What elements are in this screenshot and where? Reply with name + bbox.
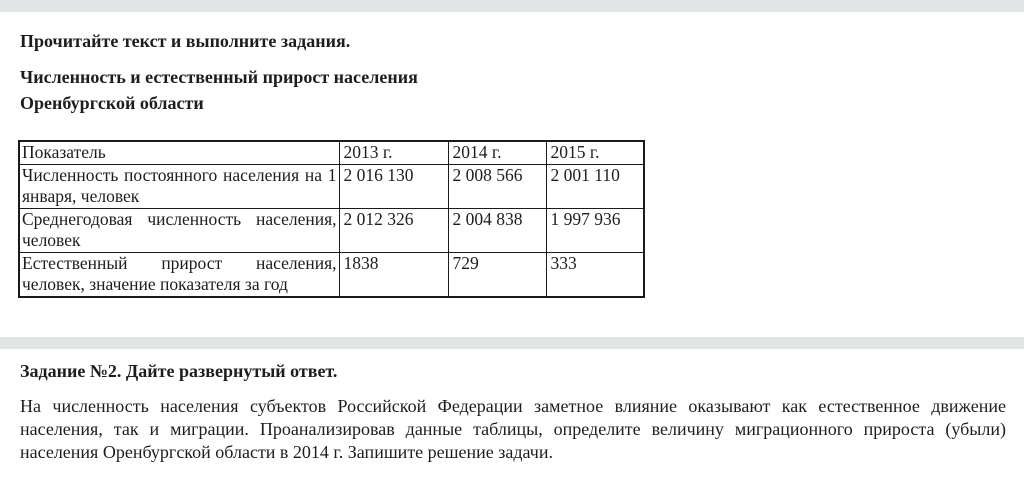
- table-title: [20, 64, 418, 116]
- row-value-2015: 2 001 110: [546, 165, 644, 209]
- task-paragraph: На численность населения субъектов Российской Федерации заметное влияние оказывают как естественное движение населения, так и миграции. Проанализировав данные таблицы, определите величину миграционного прироста (убыли) населения Оренбургской области в 2014 г. Запишите решение задачи.: [20, 396, 1006, 462]
- row-value-2015: 1 997 936: [546, 209, 644, 253]
- row-value-2014: 729: [448, 253, 546, 298]
- row-label: Естественный прирост населения, человек, значение показателя за год: [19, 253, 339, 298]
- table-title-line-1: Численность и естественный прирост населения: [20, 67, 418, 87]
- row-label: Среднегодовая численность населения, человек: [19, 209, 339, 253]
- instruction-heading: Прочитайте текст и выполните задания.: [20, 31, 351, 51]
- table-row-resident-population: [19, 165, 644, 209]
- section-separator-bar: [0, 337, 1024, 349]
- table-row-average-population: [19, 209, 644, 253]
- table-title-line-2: Оренбургской области: [20, 93, 204, 113]
- table-row-natural-increase: [19, 253, 644, 298]
- task-heading: Задание №2. Дайте развернутый ответ.: [20, 361, 338, 381]
- header-indicator: Показатель: [19, 141, 339, 165]
- top-separator-bar: [0, 0, 1024, 12]
- row-value-2013: 1838: [339, 253, 448, 298]
- row-value-2015: 333: [546, 253, 644, 298]
- row-label: Численность постоянного населения на 1 января, человек: [19, 165, 339, 209]
- row-value-2013: 2 016 130: [339, 165, 448, 209]
- header-2014: 2014 г.: [448, 141, 546, 165]
- population-table: [18, 140, 645, 298]
- header-2013: 2013 г.: [339, 141, 448, 165]
- header-2015: 2015 г.: [546, 141, 644, 165]
- row-value-2014: 2 004 838: [448, 209, 546, 253]
- row-value-2014: 2 008 566: [448, 165, 546, 209]
- row-value-2013: 2 012 326: [339, 209, 448, 253]
- table-header-row: [19, 141, 644, 165]
